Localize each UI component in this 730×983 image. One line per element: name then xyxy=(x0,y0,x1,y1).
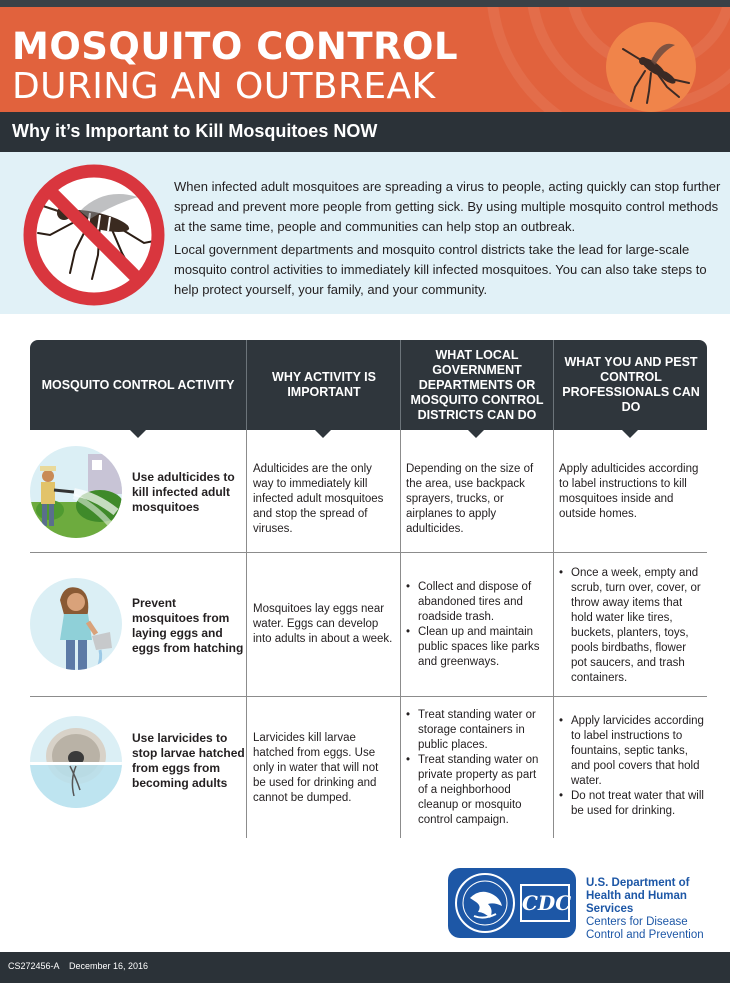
mosquito-icon xyxy=(605,21,697,112)
no-mosquito-sign-icon xyxy=(20,161,168,309)
dept-line-1: U.S. Department of xyxy=(586,877,690,889)
dept-line-2: Health and Human Services xyxy=(586,890,687,915)
header-pointer xyxy=(315,430,331,438)
list-item: • Collect and dispose of abandoned tires and roadside trash. xyxy=(406,580,548,625)
title-banner xyxy=(0,7,730,112)
activity-label: Use adulticides to kill infected adult mosquitoes xyxy=(132,470,235,514)
why-cell: Adulticides are the only way to immediately kill infected adult mosquitoes and stop the spread of viruses. xyxy=(253,463,384,535)
you-cell xyxy=(559,566,705,686)
list-item: • Do not treat water that will be used for drinking. xyxy=(559,789,705,819)
agency-name xyxy=(586,877,730,942)
intro-paragraph-1: When infected adult mosquitoes are spreading a virus to people, acting quickly can stop further spread and prevent more people from getting sick. By using multiple mosquito control methods at the same time, people and communities can help stop an outbreak. xyxy=(174,179,721,234)
page-title: MOSQUITO CONTROL xyxy=(12,25,459,68)
hhs-cdc-logo xyxy=(448,868,576,938)
page-title-line2: DURING AN OUTBREAK xyxy=(12,66,436,107)
why-cell: Mosquitoes lay eggs near water. Eggs can develop into adults in about a week. xyxy=(253,603,393,645)
why-cell: Larvicides kill larvae hatched from eggs. Use only in water that will not be used for drinking and cannot be dumped. xyxy=(253,732,379,804)
list-item: • Apply larvicides according to label instructions to fountains, septic tanks, and pool covers that hold water. xyxy=(559,714,705,789)
list-item: • Treat standing water or storage containers in public places. xyxy=(406,708,548,753)
header-pointer xyxy=(622,430,638,438)
publication-date: December 16, 2016 xyxy=(69,961,149,971)
header-pointer xyxy=(130,430,146,438)
local-cell xyxy=(406,708,548,828)
cdc-logo-text: CDC xyxy=(522,891,572,915)
column-header-why: WHY ACTIVITY IS IMPORTANT xyxy=(272,370,376,399)
cdc-logo xyxy=(520,884,570,922)
intro-paragraph-2: Local government departments and mosquito control districts take the lead for large-scale mosquito control activities to immediately kill infected mosquitoes. You can also take steps to help protect yourself, your family, and your community. xyxy=(174,242,707,297)
you-cell xyxy=(559,714,705,819)
list-item: • Clean up and maintain public spaces like parks and greenways. xyxy=(406,625,548,670)
header-pointer xyxy=(468,430,484,438)
section-header xyxy=(0,112,730,152)
top-strip xyxy=(0,0,730,7)
larvicide-water-icon xyxy=(30,716,122,808)
intro-section xyxy=(0,152,730,314)
local-cell: Depending on the size of the area, use backpack sprayers, trucks, or airplanes to apply adulticides. xyxy=(406,463,534,535)
activity-label: Prevent mosquitoes from laying eggs and eggs from hatching xyxy=(132,596,244,655)
dept-line-3: Centers for Disease xyxy=(586,916,688,928)
person-spraying-icon xyxy=(30,446,122,538)
column-header-local: WHAT LOCAL GOVERNMENT DEPARTMENTS OR MOSQUITO CONTROL DISTRICTS CAN DO xyxy=(410,347,544,422)
you-cell: Apply adulticides according to label instructions to kill mosquitoes inside and outside homes. xyxy=(559,463,699,520)
activity-label: Use larvicides to stop larvae hatched from eggs from becoming adults xyxy=(132,731,245,790)
list-item: • Treat standing water on private property as part of a neighborhood cleanup or mosquito control campaign. xyxy=(406,753,548,828)
hhs-eagle-seal-icon xyxy=(454,872,516,934)
footer xyxy=(0,952,730,983)
person-emptying-bucket-icon xyxy=(30,578,122,670)
column-header-you: WHAT YOU AND PEST CONTROL PROFESSIONALS CAN DO xyxy=(562,355,700,414)
section-title: Why it’s Important to Kill Mosquitoes NOW xyxy=(12,121,378,141)
table-header xyxy=(30,340,707,430)
list-item: • Once a week, empty and scrub, turn over, cover, or throw away items that hold water like tires, buckets, planters, toys, pools birdbaths, flower pot saucers, and trash containers. xyxy=(559,566,705,686)
dept-line-4: Control and Prevention xyxy=(586,929,704,941)
column-header-activity: MOSQUITO CONTROL ACTIVITY xyxy=(41,377,235,392)
local-cell xyxy=(406,580,548,670)
document-code: CS272456-A xyxy=(8,961,60,971)
